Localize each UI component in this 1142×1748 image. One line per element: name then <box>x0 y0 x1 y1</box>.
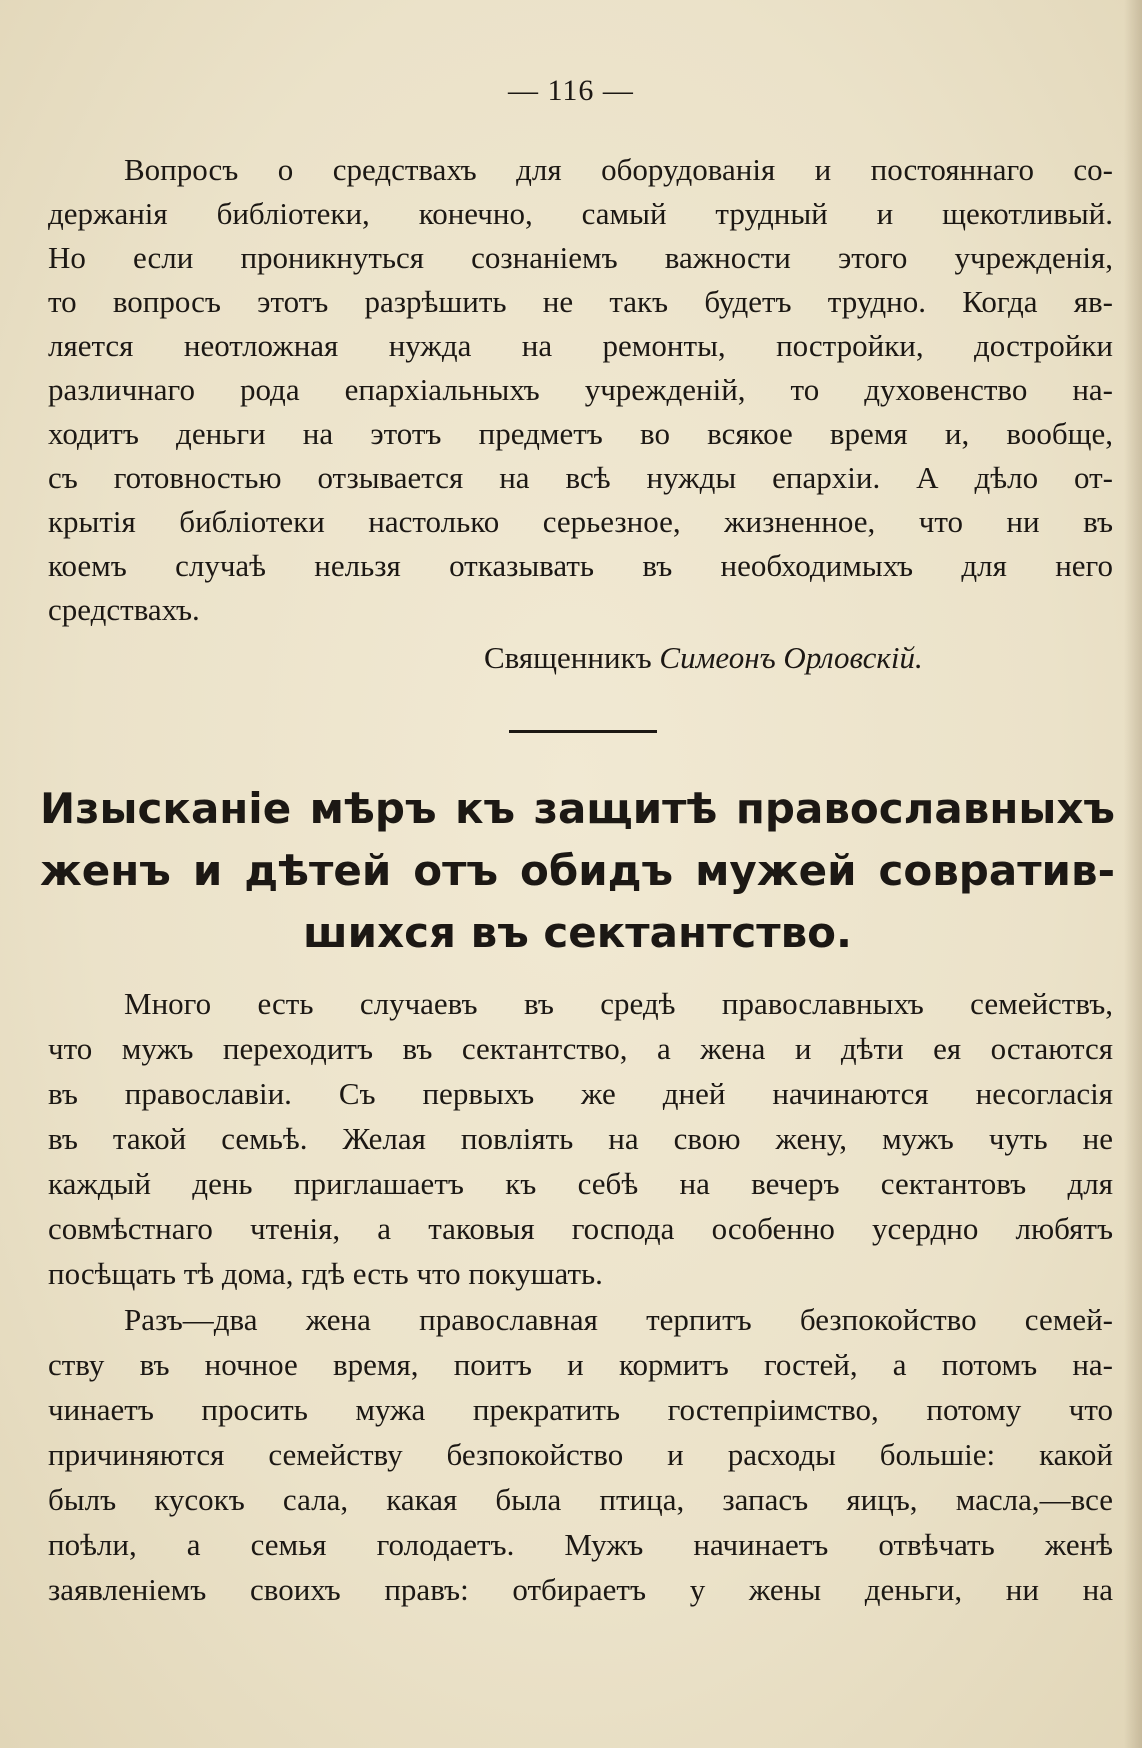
section-divider <box>509 730 657 733</box>
text-line: Вопросъ о средствахъ для оборудованія и постояннаго со- <box>124 152 1113 187</box>
text-line: ляется неотложная нужда на ремонты, постройки, достройки <box>48 328 1113 363</box>
author-name: Симеонъ Орловскій. <box>659 640 923 675</box>
text-line: ходитъ деньги на этотъ предметъ во всякое время и, вообще, <box>48 416 1113 451</box>
text-line: держанія библіотеки, конечно, самый трудный и щекотливый. <box>48 196 1113 231</box>
text-line: Разъ—два жена православная терпитъ безпокойство семей- <box>124 1302 1113 1337</box>
article-heading-line: шихся въ сектантство. <box>303 908 852 957</box>
text-line: то вопросъ этотъ разрѣшить не такъ будетъ трудно. Когда яв- <box>48 284 1113 319</box>
text-line: средствахъ. <box>48 592 200 627</box>
text-line: чинаетъ просить мужа прекратить гостепріимство, потому что <box>48 1392 1113 1427</box>
page-edge-shadow <box>1124 0 1142 1748</box>
author-title: Священникъ <box>484 640 652 675</box>
text-line: каждый день приглашаетъ къ себѣ на вечеръ сектантовъ для <box>48 1166 1113 1201</box>
text-line: причиняются семейству безпокойство и расходы большіе: какой <box>48 1437 1113 1472</box>
text-line: Много есть случаевъ въ средѣ православныхъ семействъ, <box>124 986 1113 1021</box>
text-line: крытія библіотеки настолько серьезное, жизненное, что ни въ <box>48 504 1113 539</box>
text-line: съ готовностью отзывается на всѣ нужды епархіи. А дѣло от- <box>48 460 1113 495</box>
page-number: — 116 — <box>508 74 634 107</box>
text-line: поѣли, а семья голодаетъ. Мужъ начинаетъ отвѣчать женѣ <box>48 1527 1113 1562</box>
text-line: что мужъ переходитъ въ сектантство, а жена и дѣти ея остаются <box>48 1031 1113 1066</box>
article-heading-line: Изысканіе мѣръ къ защитѣ православныхъ <box>40 784 1115 833</box>
article-heading-line: женъ и дѣтей отъ обидъ мужей совратив- <box>40 846 1115 895</box>
text-line: ству въ ночное время, поитъ и кормитъ гостей, а потомъ на- <box>48 1347 1113 1382</box>
text-line: въ такой семьѣ. Желая повліять на свою жену, мужъ чуть не <box>48 1121 1113 1156</box>
text-line: заявленіемъ своихъ правъ: отбираетъ у жены деньги, ни на <box>48 1572 1113 1607</box>
text-line: посѣщать тѣ дома, гдѣ есть что покушать. <box>48 1256 603 1291</box>
text-line: различнаго рода епархіальныхъ учрежденій, то духовенство на- <box>48 372 1113 407</box>
text-line: въ православіи. Съ первыхъ же дней начинаются несогласія <box>48 1076 1113 1111</box>
text-line: Но если проникнуться сознаніемъ важности этого учрежденія, <box>48 240 1113 275</box>
author-signature <box>484 636 1044 680</box>
text-line: былъ кусокъ сала, какая была птица, запасъ яицъ, масла,—все <box>48 1482 1113 1517</box>
text-line: совмѣстнаго чтенія, а таковыя господа особенно усердно любятъ <box>48 1211 1113 1246</box>
text-line: коемъ случаѣ нельзя отказывать въ необходимыхъ для него <box>48 548 1113 583</box>
